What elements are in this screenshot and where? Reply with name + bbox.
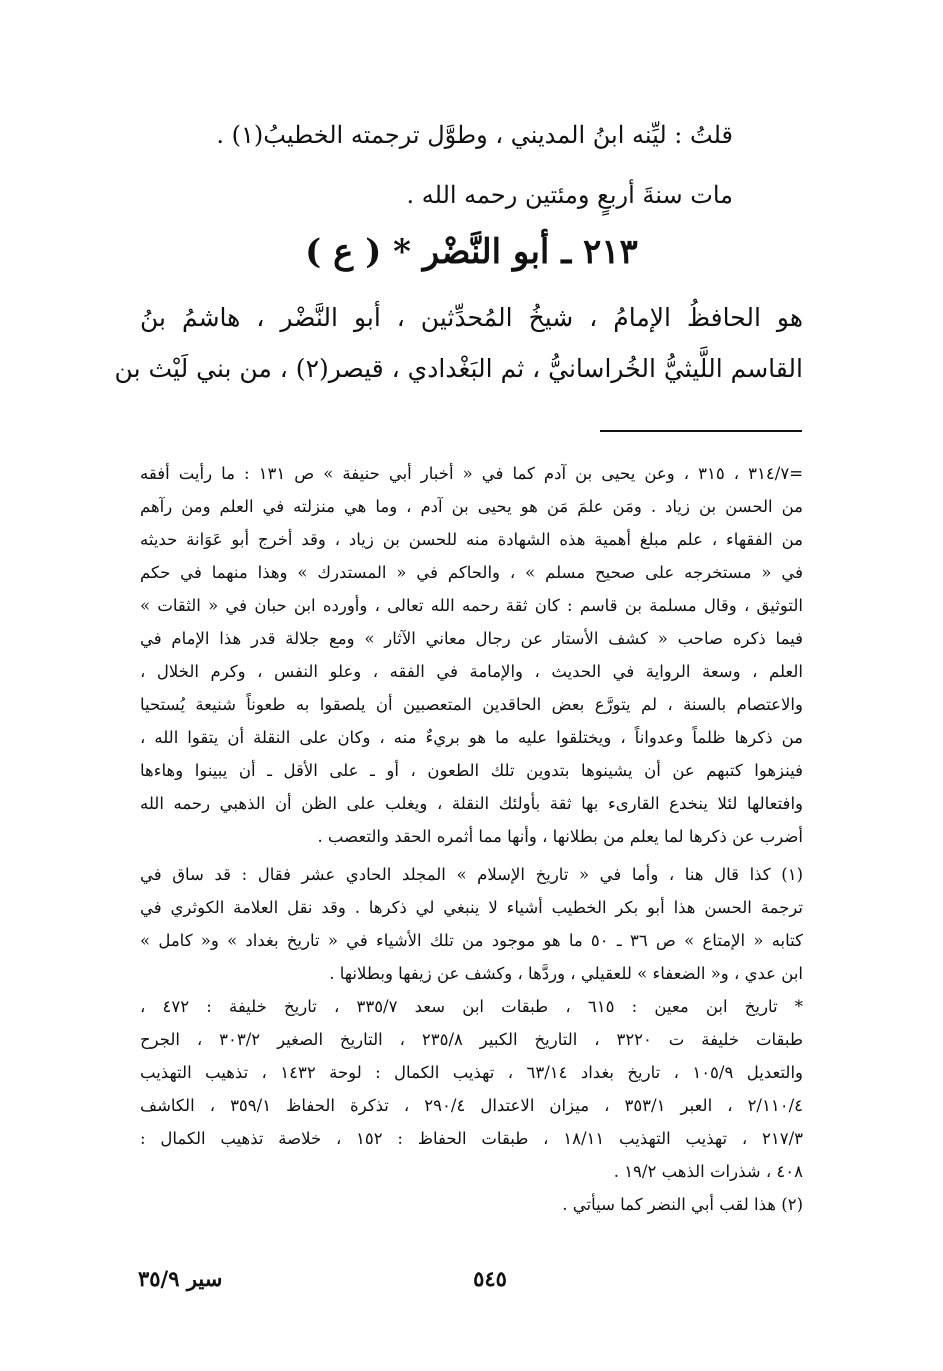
footnote-line: والاعتصام بالسنة ، لم يتورَّع بعض الحاقدين المتعصبين أن يلصقوا به طعوناً شنيعة يُستحيا bbox=[140, 695, 803, 714]
footnote-separator bbox=[600, 430, 802, 432]
sources-line: والتعديل ١٠٥/٩ ، تاريخ بغداد ٦٣/١٤ ، تهذيب الكمال : لوحة ١٤٣٢ ، تذهيب التهذيب bbox=[140, 1063, 803, 1082]
footnote-1-line: ابن عدي ، و« الضعفاء » للعقيلي ، وردَّها ، وكشف عن زيفها وبطلانها . bbox=[329, 964, 803, 983]
body-line-2: القاسم اللَّيثيُّ الخُراسانيُّ ، ثم البَغْدادي ، قيصر(٢) ، من بني لَيْث بن bbox=[114, 354, 803, 383]
body-line-1: هو الحافظُ الإمامُ ، شيخُ المُحدِّثين ، أبو النَّضْر ، هاشمُ بنُ bbox=[140, 303, 803, 332]
footnote-line: من الحسن بن زياد . ومَن علمَ مَن هو يحيى بن آدم ، وما هي منزلته في العلم ومن رآهم bbox=[140, 497, 803, 516]
intro-line-1: قلتُ : ليِّنه ابنُ المديني ، وطوَّل ترجمته الخطيبُ(١) . bbox=[216, 121, 733, 149]
footnote-1-line: (١) كذا قال هنا ، وأما في « تاريخ الإسلام » المجلد الحادي عشر فقال : قد ساق في bbox=[140, 865, 803, 884]
footnote-1-line: كتابه « الإمتاع » ص ٣٦ ـ ٥٠ ما هو موجود من تلك الأشياء في « تاريخ بغداد » و« كامل » bbox=[140, 931, 803, 950]
footnote-line: =٣١٤/٧ ، ٣١٥ ، وعن يحيى بن آدم كما في « أخبار أبي حنيفة » ص ١٣١ : ما رأيت أفقه bbox=[140, 464, 803, 483]
footnote-line: فينزهوا كتبهم عن أن يشينوها بتدوين تلك الطعون ، أو ـ على الأقل ـ أن يبينوا وهاءها bbox=[140, 761, 803, 780]
entry-heading: ٢١٣ ـ أبو النَّضْر * ( ع ) bbox=[305, 232, 638, 272]
sources-line: ٢/١١٠/٤ ، العبر ٣٥٣/١ ، ميزان الاعتدال ٢٩٠/٤ ، تذكرة الحفاظ ٣٥٩/١ ، الكاشف bbox=[140, 1096, 803, 1115]
footnote-line: وافتعالها لئلا ينخدع القارىء بها ثقة بأولئك النقلة ، ويغلب على الظن أن الذهبي رحمه الله bbox=[140, 794, 803, 813]
sources-line: طبقات خليفة ت ٣٢٢٠ ، التاريخ الكبير ٢٣٥/٨ ، التاريخ الصغير ٣٠٣/٢ ، الجرح bbox=[140, 1030, 803, 1049]
footnote-line: أضرب عن ذكرها لما يعلم من بطلانها ، وأنها مما أثمره الحقد والتعصب . bbox=[317, 827, 803, 846]
footnote-line: العلم ، وسعة الرواية في الحديث ، والإمامة في الفقه ، وعلو النفس ، وكرم الخلال ، bbox=[140, 662, 803, 681]
sources-line: ٤٠٨ ، شذرات الذهب ١٩/٢ . bbox=[613, 1162, 803, 1181]
footnote-1-line: ترجمة الحسن هذا أبو بكر الخطيب أشياء لا ينبغي لي ذكرها . وقد نقل العلامة الكوثري في bbox=[140, 898, 803, 917]
sources-line: ٢١٧/٣ ، تهذيب التهذيب ١٨/١١ ، طبقات الحفاظ : ١٥٢ ، خلاصة تذهيب الكمال : bbox=[140, 1129, 803, 1148]
footnote-line: من الفقهاء ، علم مبلغ أهمية هذه الشهادة منه للحسن بن زياد ، وقد أخرج أبو عَوَانة حديثه bbox=[140, 530, 803, 549]
footnote-line: التوثيق ، وقال مسلمة بن قاسم : كان ثقة رحمه الله تعالى ، وأورده ابن حبان في « الثقات » bbox=[140, 596, 803, 615]
sources-line: * تاريخ ابن معين : ٦١٥ ، طبقات ابن سعد ٣٣٥/٧ ، تاريخ خليفة : ٤٧٢ ، bbox=[140, 997, 803, 1016]
footnote-line: في « مستخرجه على صحيح مسلم » ، والحاكم في « المستدرك » وهذا منهما في حكم bbox=[140, 563, 803, 582]
footnote-line: فيما ذكره صاحب « كشف الأستار عن رجال معاني الآثار » ومع جلالة قدر هذا الإمام في bbox=[140, 629, 803, 648]
page-number: ٥٤٥ bbox=[473, 1266, 507, 1291]
signature-mark: سير ٣٥/٩ bbox=[138, 1266, 223, 1291]
intro-line-2: مات سنةَ أربعٍ ومئتين رحمه الله . bbox=[406, 181, 733, 209]
footnote-2-line: (٢) هذا لقب أبي النضر كما سيأتي . bbox=[562, 1195, 803, 1214]
footnote-line: من ذكرها ظلماً وعدواناً ، ويختلقوا عليه ما هو بريءٌ منه ، وكان على النقلة أن يتقوا الله ، bbox=[140, 728, 803, 747]
